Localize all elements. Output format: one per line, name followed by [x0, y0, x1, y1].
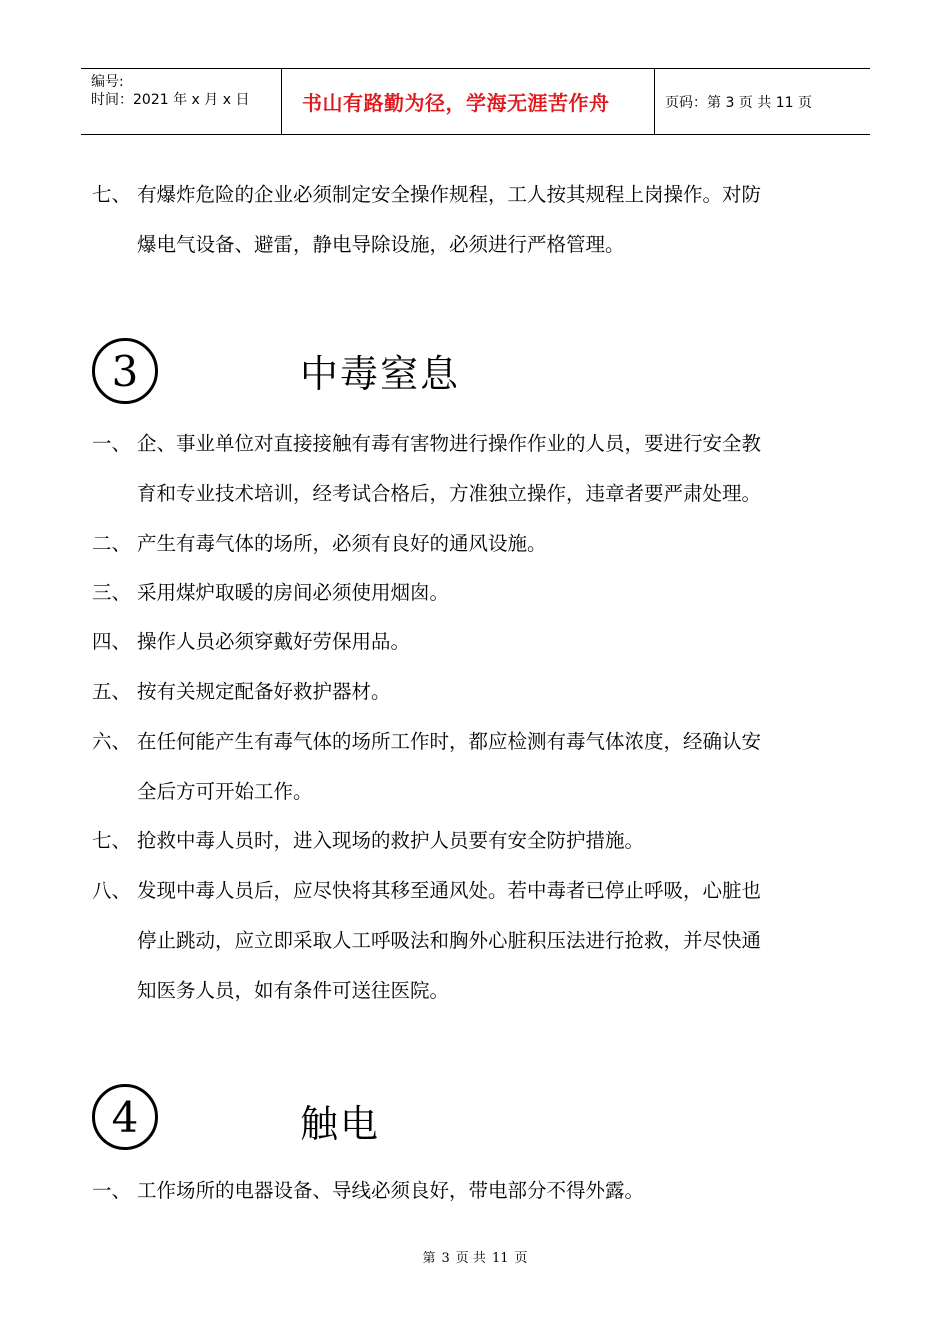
s4-item-1 [92, 1178, 867, 1203]
s3-item-6-cont: 全后方可开始工作。 [137, 780, 313, 803]
item-number: 七、 [92, 183, 132, 206]
section-4-number: 4 [111, 1092, 139, 1142]
s3-item-8-cont-1: 停止跳动，应立即采取人工呼吸法和胸外心脏积压法进行抢救，并尽快通 [137, 929, 762, 952]
s3-item-4 [92, 629, 867, 654]
item-text: 工作场所的电器设备、导线必须良好，带电部分不得外露。 [137, 1179, 645, 1202]
section-4-number-circle [92, 1084, 158, 1150]
item-number: 三、 [92, 581, 132, 604]
footer-mid: 页 共 [455, 1251, 486, 1266]
section-3-title: 中毒窒息 [300, 352, 461, 396]
time-label: 时间：2021 年 x 月 x 日 [91, 92, 250, 108]
s3-item-1 [92, 431, 867, 456]
fire-item-7-cont: 爆电气设备、避雷，静电导除设施，必须进行严格管理。 [137, 233, 625, 256]
section-3-number-circle [92, 338, 158, 404]
header-motto: 书山有路勤为径，学海无涯苦作舟 [282, 69, 655, 134]
item-text: 发现中毒人员后，应尽快将其移至通风处。若中毒者已停止呼吸，心脏也 [137, 879, 762, 902]
footer-total-pages: 11 [491, 1251, 509, 1266]
s3-item-8 [92, 878, 867, 903]
item-text: 按有关规定配备好救护器材。 [137, 680, 391, 703]
item-number: 一、 [92, 1179, 132, 1202]
footer-suffix: 页 [514, 1251, 528, 1266]
fire-item-7 [92, 182, 867, 207]
header-page-info: 页码：第 3 页 共 11 页 [665, 94, 812, 111]
item-text: 抢救中毒人员时，进入现场的救护人员要有安全防护措施。 [137, 829, 645, 852]
code-label: 编号: [91, 74, 124, 90]
item-number: 六、 [92, 730, 132, 753]
item-text: 采用煤炉取暖的房间必须使用烟囱。 [137, 581, 450, 604]
s3-item-3 [92, 580, 867, 605]
header-meta [81, 69, 282, 134]
page-header [81, 68, 870, 135]
item-text: 操作人员必须穿戴好劳保用品。 [137, 630, 411, 653]
item-number: 五、 [92, 680, 132, 703]
footer-prefix: 第 [422, 1251, 436, 1266]
item-text: 产生有毒气体的场所，必须有良好的通风设施。 [137, 532, 547, 555]
section-4-title: 触电 [300, 1102, 381, 1146]
s3-item-8-cont-2: 知医务人员，如有条件可送往医院。 [137, 979, 450, 1002]
s3-item-2 [92, 531, 867, 556]
item-text: 在任何能产生有毒气体的场所工作时，都应检测有毒气体浓度，经确认安 [137, 730, 762, 753]
page-footer [0, 1247, 950, 1266]
s3-item-1-cont: 育和专业技术培训，经考试合格后，方准独立操作，违章者要严肃处理。 [137, 482, 762, 505]
item-number: 一、 [92, 432, 132, 455]
s3-item-6 [92, 729, 867, 754]
item-number: 八、 [92, 879, 132, 902]
footer-page-number: 3 [441, 1251, 450, 1266]
section-3-number: 3 [111, 346, 139, 396]
item-text: 有爆炸危险的企业必须制定安全操作规程，工人按其规程上岗操作。对防 [137, 183, 762, 206]
s3-item-7 [92, 828, 867, 853]
item-number: 二、 [92, 532, 132, 555]
item-text: 企、事业单位对直接接触有毒有害物进行操作作业的人员，要进行安全教 [137, 432, 762, 455]
item-number: 七、 [92, 829, 132, 852]
item-number: 四、 [92, 630, 132, 653]
s3-item-5 [92, 679, 867, 704]
